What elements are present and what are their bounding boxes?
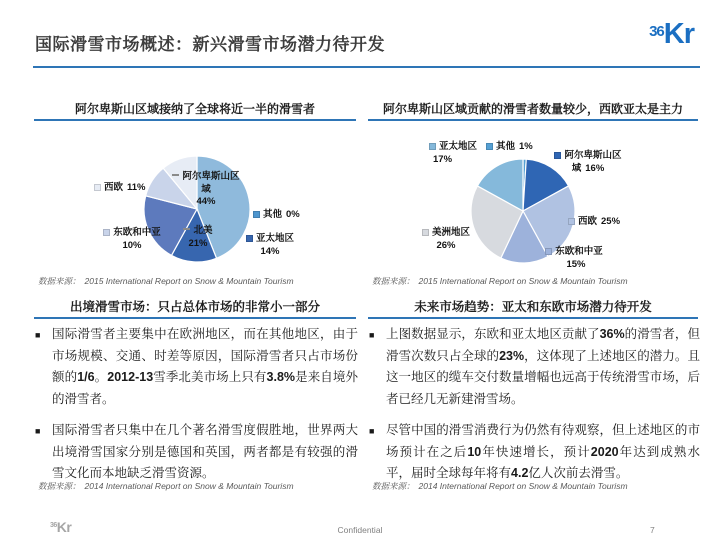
logo-kr-icon: Kr — [663, 18, 694, 50]
bullet-icon: ■ — [35, 330, 41, 340]
pie-label-pct: 10% — [122, 239, 142, 251]
confidential-label: Confidential — [337, 525, 383, 535]
bullet-item — [34, 324, 358, 410]
source-note: 数据来源： 2015 International Report on Snow & Mountain Tourism — [38, 276, 294, 286]
source-note: 数据来源： 2014 International Report on Snow & Mountain Tourism — [372, 481, 628, 491]
section-title-rule — [34, 317, 356, 319]
legend-swatch-icon — [94, 184, 101, 191]
pie-label-asia-pacific: 亚太地区 14% — [238, 233, 302, 258]
legend-swatch-icon — [554, 152, 561, 159]
pie-label-north-america: 北美 21% — [175, 225, 221, 250]
pie-label-alps: 阿尔卑斯山区域 44% — [172, 171, 240, 209]
bullet-text: 尽管中国的滑雪消费行为仍然有待观察，但上述地区的市场预计在之后10年快速增长，预计2020年达到成熟水平，届时全球每年将有4.2亿人次前去滑雪。 — [386, 423, 700, 480]
pie-label-western-europe: 西欧 25% — [568, 216, 620, 229]
pie-label-eastern-europe: 东欧和中亚15% — [545, 246, 603, 271]
legend-swatch-icon — [246, 235, 253, 242]
left-pie-chart-section — [32, 96, 358, 292]
bullet-item — [368, 324, 700, 410]
pie-chart — [366, 96, 700, 292]
pie-label-pct: 21% — [188, 237, 208, 249]
bullet-text: 国际滑雪者只集中在几个著名滑雪度假胜地，世界两大出境滑雪国家分别是德国和英国，两者都是有较强的滑雪文化而本地缺乏滑雪资源。 — [52, 423, 358, 480]
pie-label-eastern-europe: 东欧和中亚 10% — [92, 227, 172, 252]
pie-label-americas: 美洲地区 26% — [414, 227, 478, 252]
leader-dash-icon — [183, 228, 190, 230]
legend-swatch-icon — [429, 143, 436, 150]
legend-swatch-icon — [568, 218, 575, 225]
footer-logo-36-icon: 36 — [50, 522, 57, 529]
bullet-text: 上图数据显示，东欧和亚太地区贡献了36%的滑雪者，但滑雪次数只占全球的23%，这体现了上述地区的潜力。且这一地区的缆车交付数量增幅也远高于传统滑雪市场，后者已经几无新建滑雪场。 — [386, 327, 700, 406]
chart-title: 阿尔卑斯山区域接纳了全球将近一半的滑雪者 — [74, 102, 315, 116]
page-number: 7 — [650, 525, 655, 535]
right-pie-chart-section — [366, 96, 700, 292]
bullet-text: 国际滑雪者主要集中在欧洲地区，而在其他地区，由于市场规模、交通、时差等原因，国际滑雪者只占市场份额的1/6。2012-13雪季北美市场上只有3.8%是来自境外的滑雪者。 — [52, 327, 358, 406]
outbound-market-section — [32, 293, 358, 499]
legend-swatch-icon — [486, 143, 493, 150]
pie-label-western-europe: 西欧 11% — [94, 182, 146, 195]
pie-label-pct: 44% — [196, 196, 216, 207]
section-title: 出境滑雪市场：只占总体市场的非常小一部分 — [69, 300, 320, 314]
section-title: 未来市场趋势：亚太和东欧市场潜力待开发 — [414, 300, 652, 314]
source-note: 数据来源： 2015 International Report on Snow & Mountain Tourism — [372, 276, 628, 286]
footer-logo-kr-icon: Kr — [56, 519, 72, 535]
bullet-list — [368, 324, 700, 495]
legend-swatch-icon — [253, 211, 260, 218]
page-title: 国际滑雪市场概述：新兴滑雪市场潜力待开发 — [35, 35, 385, 54]
pie-label-pct: 26% — [436, 239, 456, 251]
section-title-rule — [368, 317, 698, 319]
bullet-icon: ■ — [369, 426, 375, 436]
pie-label-pct: 14% — [260, 245, 280, 257]
bullet-list — [34, 324, 358, 495]
legend-swatch-icon — [422, 229, 429, 236]
bullet-icon: ■ — [369, 330, 375, 340]
bullet-icon: ■ — [35, 426, 41, 436]
pie-label-other: 其他 1% — [486, 141, 533, 154]
legend-swatch-icon — [545, 248, 552, 255]
pie-label-other: 其他 0% — [253, 209, 300, 222]
chart-title: 阿尔卑斯山区域贡献的滑雪者数量较少，西欧亚太是主力 — [382, 102, 683, 116]
leader-dash-icon — [172, 174, 179, 176]
header-rule — [33, 66, 700, 68]
source-note: 数据来源： 2014 International Report on Snow & Mountain Tourism — [38, 481, 294, 491]
legend-swatch-icon — [103, 229, 110, 236]
brand-logo — [649, 20, 694, 49]
logo-36-icon: 36 — [649, 23, 664, 40]
pie-label-alps: 阿尔卑斯山区域 16% — [550, 150, 626, 175]
bullet-item — [368, 420, 700, 485]
bullet-item — [34, 420, 358, 485]
pie-label-asia-pacific: 亚太地区17% — [429, 141, 477, 166]
future-trend-section — [366, 293, 700, 499]
